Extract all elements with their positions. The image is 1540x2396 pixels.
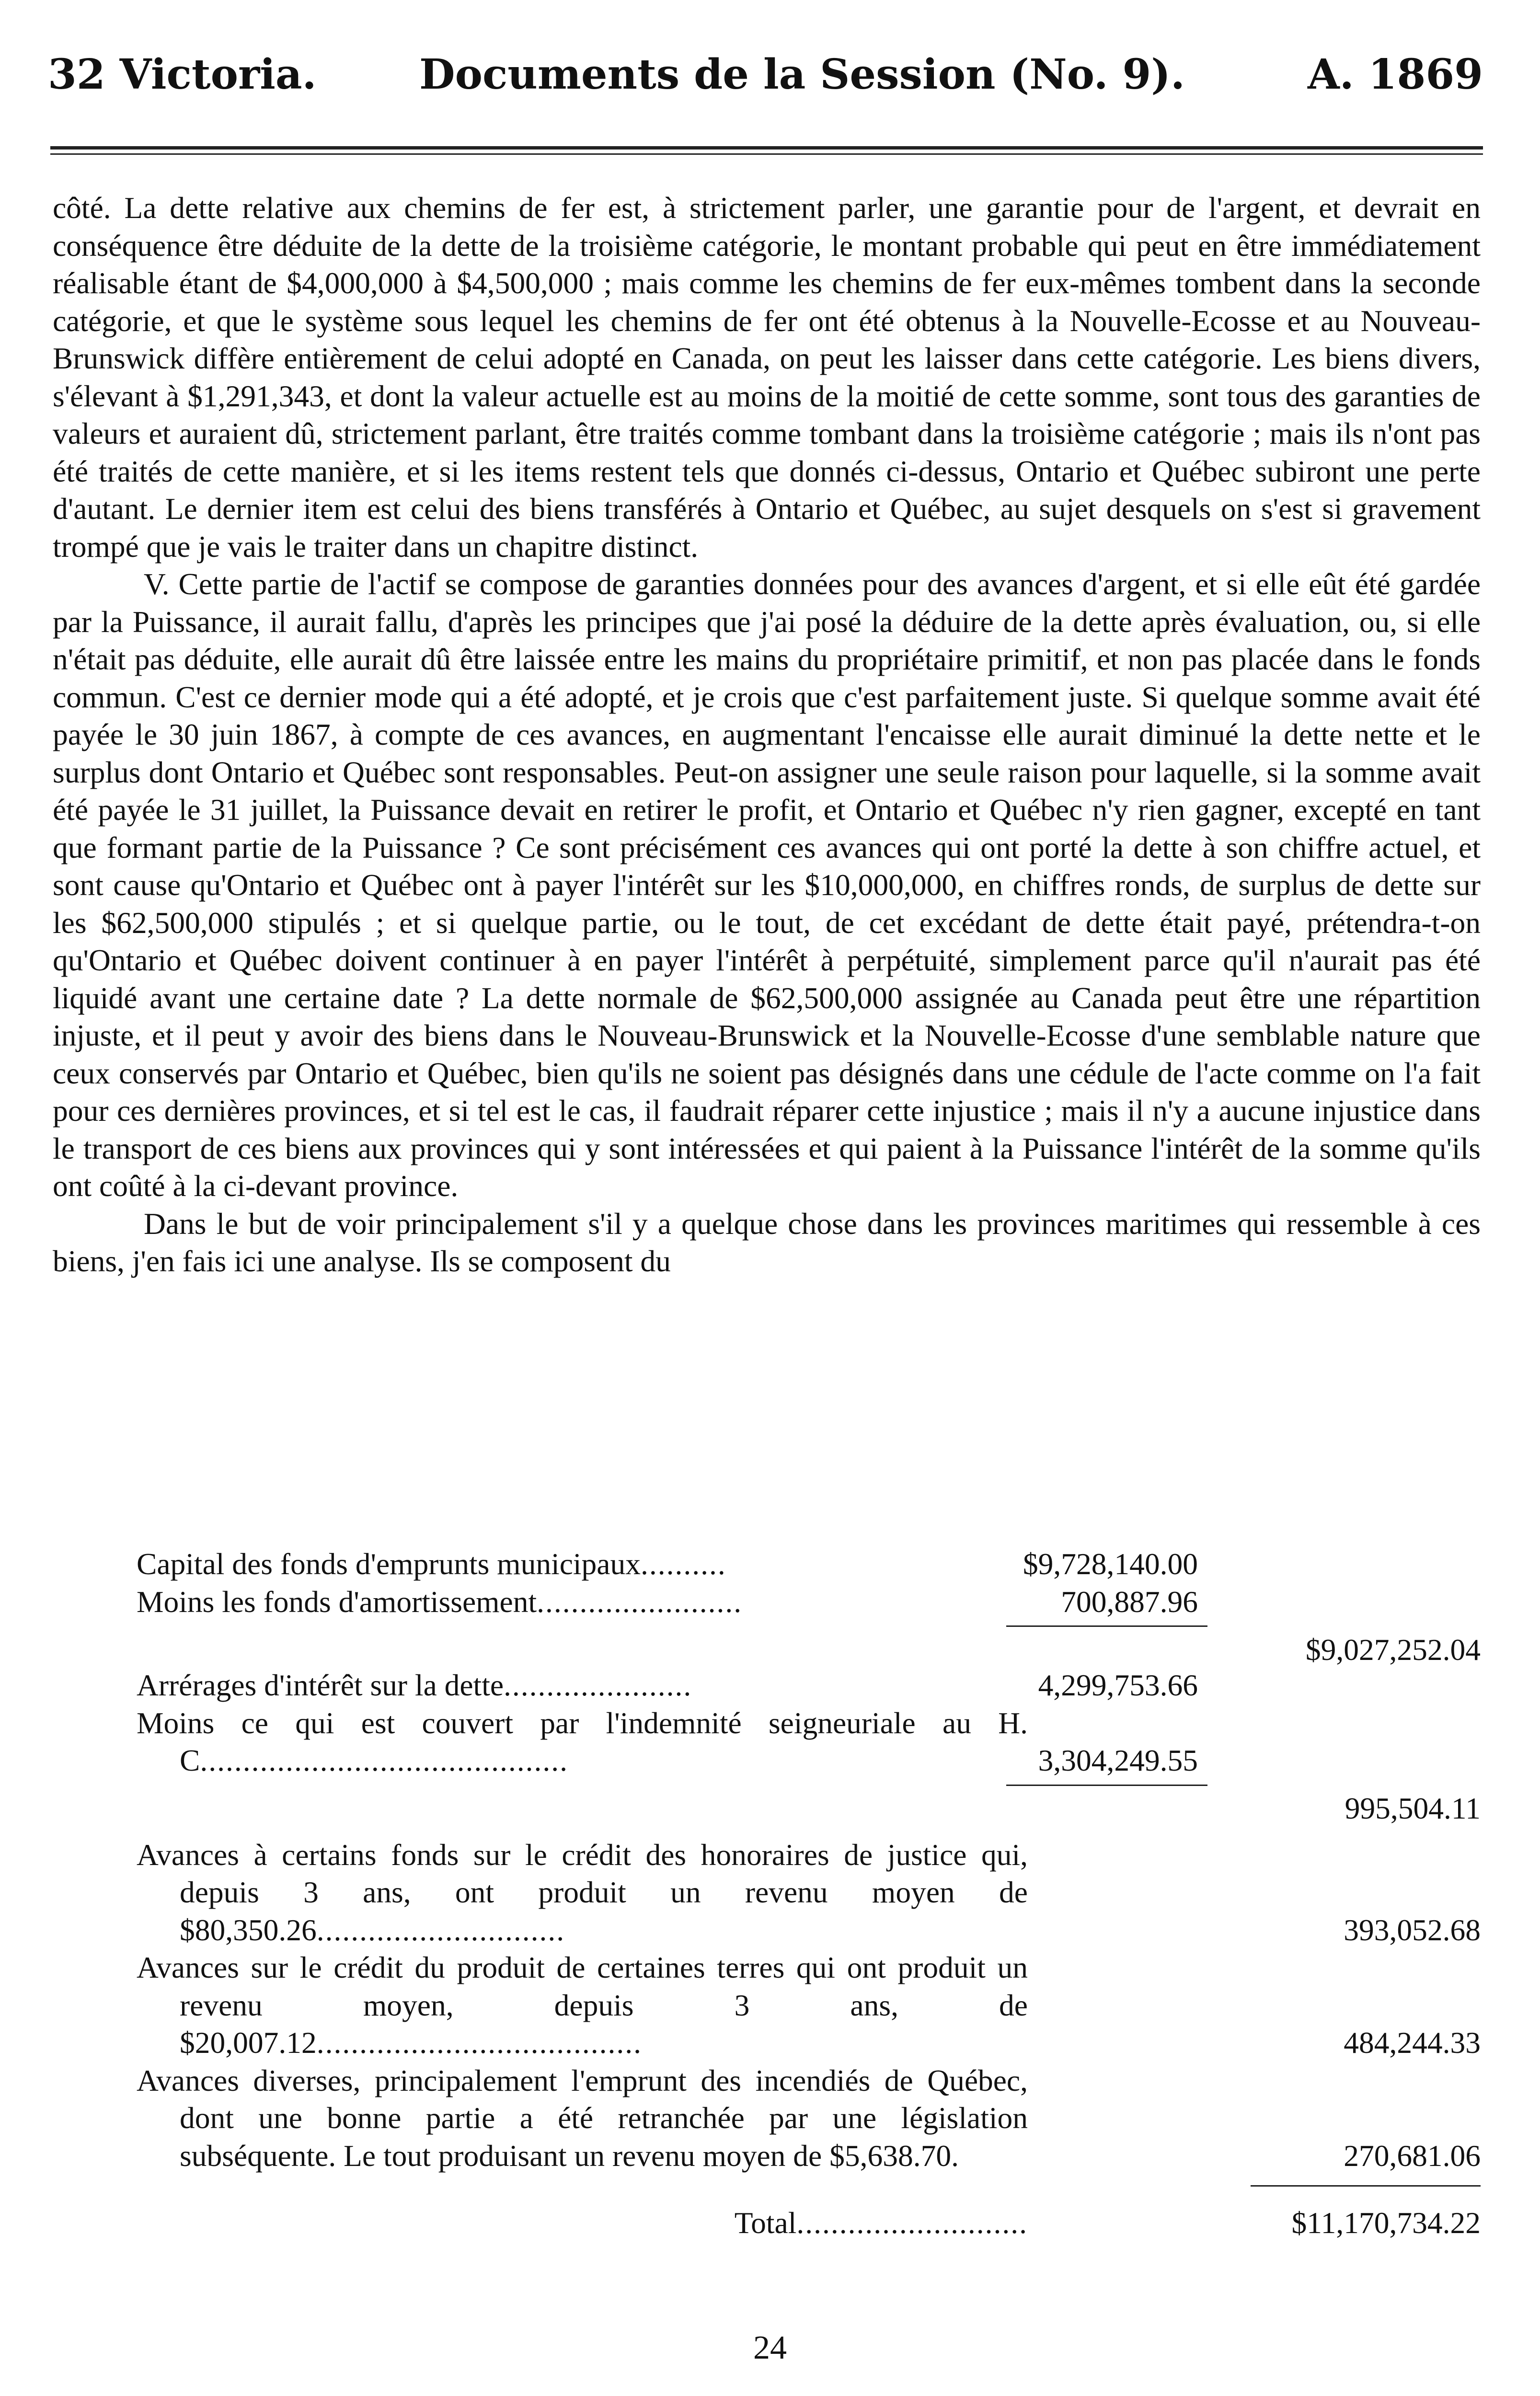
row-amount: 700,887.96 xyxy=(1061,1584,1198,1619)
leader-dots: ........................ xyxy=(537,1584,743,1619)
row-amount: 4,299,753.66 xyxy=(1038,1668,1198,1702)
leader-dots: ...................................... xyxy=(316,2026,642,2060)
running-header xyxy=(46,50,1483,122)
leader-dots: ........................... xyxy=(796,2206,1028,2240)
row-subtotal: 270,681.06 xyxy=(1344,2138,1481,2173)
table-row xyxy=(53,1949,1481,2062)
header-year: A. 1869 xyxy=(1308,50,1483,99)
table-row xyxy=(53,1621,1481,1667)
row-subtotal: 995,504.11 xyxy=(1345,1791,1481,1825)
table-row xyxy=(53,1583,1481,1621)
total-label: Total xyxy=(734,2206,797,2240)
header-rule-thick xyxy=(50,146,1483,150)
leader-dots: ............................. xyxy=(316,1912,565,1947)
body-text xyxy=(53,189,1481,1280)
subtotal-rule xyxy=(1006,1625,1207,1627)
paragraph-3: Dans le but de voir principalement s'il y a quelque chose dans les provinces maritimes qui ressemble à ces biens, j'en fais ici une analyse. Ils se composent du xyxy=(53,1206,1481,1278)
financial-table xyxy=(53,1545,1481,2242)
row-label: Avances sur le crédit du produit de certaines terres qui ont produit un revenu moyen, depuis 3 ans, de $20,007.12 xyxy=(137,1950,1028,2060)
header-volume: 32 Victoria. xyxy=(48,50,317,99)
table-row xyxy=(53,1545,1481,1583)
row-amount: $9,728,140.00 xyxy=(1023,1547,1198,1581)
header-title: Documents de la Session (No. 9). xyxy=(419,50,1185,99)
table-row xyxy=(53,1705,1481,1780)
row-subtotal: $9,027,252.04 xyxy=(1305,1632,1481,1667)
header-rule-thin xyxy=(50,153,1483,155)
table-row xyxy=(53,1836,1481,1949)
leader-dots: ........................................... xyxy=(200,1743,568,1777)
row-label: Moins ce qui est couvert par l'indemnité seigneuriale au H. C xyxy=(137,1705,1028,1777)
paragraph-2: V. Cette partie de l'actif se compose de garanties données pour des avances d'argent, et si elle eût été gardée par la Puissance, il aurait fallu, d'après les principes que j'ai posé la déduire de la dette après évaluation, ou, si elle n'était pas déduite, elle aurait dû être laissée entre les mains du propriétaire primitif, et non pas placée dans le fonds commun. C'est ce dernier mode qui a été adopté, et je crois que c'est parfaitement juste. Si quelque somme avait été payée le 30 juin 1867, à compte de ces avances, en augmentant l'encaisse elle aurait diminué la dette nette et le surplus dont Ontario et Québec sont responsables. Peut-on assigner une seule raison pour laquelle, si la somme avait été payée le 31 juillet, la Puissance devait en retirer le profit, et Ontario et Québec n'y rien gagner, excepté en tant que formant partie de la Puissance ? Ce sont précisément ces avances qui ont porté la dette à son chiffre actuel, et sont cause qu'Ontario et Québec ont à payer l'intérêt sur les $10,000,000, en chiffres ronds, de surplus de dette sur les $62,500,000 stipulés ; et si quelque partie, ou le tout, de cet excédant de dette était payé, prétendra-t-on qu'Ontario et Québec doivent continuer à en payer l'intérêt à perpétuité, simplement parce qu'il n'aurait pas été liquidé avant une certaine date ? La dette normale de $62,500,000 assignée au Canada peut être une répartition injuste, et il peut y avoir des biens dans le Nouveau-Brunswick et la Nouvelle-Ecosse d'une semblable nature que ceux conservés par Ontario et Québec, bien qu'ils ne soient pas désignés dans une cédule de l'acte comme on l'a fait pour ces dernières provinces, et si tel est le cas, il faudrait réparer cette injustice ; mais il n'y a aucune injustice dans le transport de ces biens aux provinces qui y sont intéressées et qui paient à la Puissance l'intérêt de la somme qu'ils ont coûté à la ci-devant province. xyxy=(53,567,1481,1203)
paragraph-1: côté. La dette relative aux chemins de fer est, à strictement parler, une garantie pour de l'argent, et devrait en conséquence être déduite de la dette de la troisième catégorie, le montant probable qui peut en être immédiatement réalisable étant de $4,000,000 à $4,500,000 ; mais comme les chemins de fer eux-mêmes tombent dans la seconde catégorie, et que le système sous lequel les chemins de fer ont été obtenus à la Nouvelle-Ecosse et au Nouveau-Brunswick diffère entièrement de celui adopté en Canada, on peut les laisser dans cette catégorie. Les biens divers, s'élevant à $1,291,343, et dont la valeur actuelle est au moins de la moitié de cette somme, sont tous des garanties de valeurs et auraient dû, strictement parlant, être traités comme tombant dans la troisième catégorie ; mais ils n'ont pas été traités de cette manière, et si les items restent tels que donnés ci-dessus, Ontario et Québec subiront une perte d'autant. Le dernier item est celui des biens transférés à Ontario et Québec, au sujet desquels on s'est si gravement trompé que je vais le traiter dans un chapitre distinct. xyxy=(53,191,1481,564)
table-row xyxy=(53,1780,1481,1825)
row-label: Arrérages d'intérêt sur la dette xyxy=(137,1668,504,1702)
total-row xyxy=(53,2204,1481,2242)
row-subtotal: 484,244.33 xyxy=(1344,2026,1481,2060)
row-amount: 3,304,249.55 xyxy=(1038,1743,1198,1777)
row-label: Moins les fonds d'amortissement xyxy=(137,1584,537,1619)
total-rule xyxy=(1251,2185,1481,2187)
leader-dots: .......... xyxy=(640,1547,726,1581)
table-row xyxy=(53,2062,1481,2175)
row-label: Capital des fonds d'emprunts municipaux xyxy=(137,1547,641,1581)
page-number: 24 xyxy=(753,2329,787,2366)
subtotal-rule xyxy=(1006,1785,1207,1786)
leader-dots: ...................... xyxy=(504,1668,692,1702)
table-row xyxy=(53,1667,1481,1705)
table-row xyxy=(53,2175,1481,2204)
row-subtotal: 393,052.68 xyxy=(1344,1912,1481,1947)
row-label: Avances à certains fonds sur le crédit des honoraires de justice qui, depuis 3 ans, ont produit un revenu moyen de $80,350.26 xyxy=(137,1837,1028,1947)
row-label: Avances diverses, principalement l'emprunt des incendiés de Québec, dont une bonne partie a été retranchée par une législation subséquente. Le tout produisant un revenu moyen de $5,638.70. xyxy=(137,2063,1028,2173)
total-amount: $11,170,734.22 xyxy=(1291,2206,1481,2240)
